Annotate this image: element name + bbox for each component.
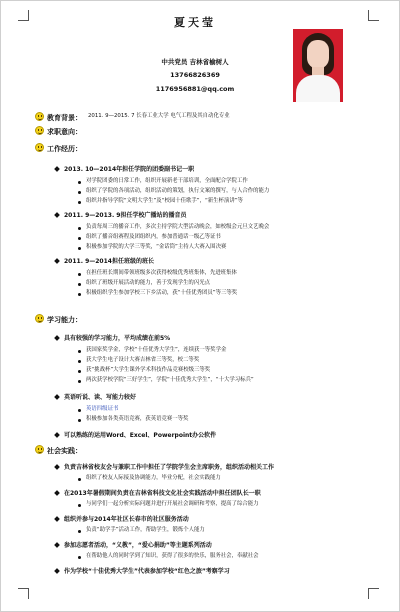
skills-item: 积极参加各类英语竞赛，获英语竞赛一等奖	[86, 416, 189, 422]
work-group-heading: 2013. 10—2014年担任学院的团委副书记一职	[64, 166, 195, 173]
skills-subheading: 可以熟练的运用Word、Excel、Powerpoint办公软件	[64, 432, 217, 439]
smiley-bullet-icon	[35, 126, 44, 135]
social-item: 组织了校友人际接及协调能力，毕业分配，社会实践能力	[86, 475, 221, 481]
dot-bullet-icon	[78, 419, 81, 422]
dot-bullet-icon	[78, 273, 81, 276]
subtitle: 中共党员 吉林省榆树人	[161, 58, 229, 66]
dot-bullet-icon	[78, 409, 81, 412]
skills-subheading: 具有较强的学习能力，平均成绩在前5%	[64, 335, 171, 342]
dot-bullet-icon	[78, 380, 81, 383]
profile-photo	[293, 29, 343, 102]
work-item: 负责每周三的播音工作，多次主持学院大型活动晚会，如校级会元旦文艺晚会	[86, 224, 270, 230]
skills-item: 获国家奖学金，学校“十佳优秀大学生”，连续获一等奖学金	[86, 347, 227, 353]
skills-item: 获“挑战杯”大学生课外学术科技作品竞赛校级三等奖	[86, 367, 211, 373]
social-section-title: 社会实践：	[47, 447, 82, 455]
education-value: 2011. 9—2015. 7 长春工业大学 电气工程及其自动化专业	[88, 113, 230, 119]
smiley-bullet-icon	[35, 314, 44, 323]
dot-bullet-icon	[78, 478, 81, 481]
work-group-heading: 2011. 9—2014担任班级的班长	[64, 258, 154, 265]
work-item: 组织了播音组赛程及团组织内，参加普通话一级乙等证书	[86, 234, 221, 240]
objective-label: 求职意向：	[47, 128, 82, 136]
crop-mark-top-right	[368, 10, 379, 21]
work-item: 积极参加学院的大学三等奖，“金话筒”主持人大赛入围决赛	[86, 244, 227, 250]
dot-bullet-icon	[78, 360, 81, 363]
work-item: 对学院团委的日常工作，组织开展新老干部培训，全面配合学院工作	[86, 178, 248, 184]
work-item: 积极组织学生参加学校三下乡活动，获“十佳优秀团员”等三等奖	[86, 290, 238, 296]
dot-bullet-icon	[78, 247, 81, 250]
crop-mark-top-left	[18, 10, 29, 21]
dot-bullet-icon	[78, 283, 81, 286]
work-item: 在担任班长期间带领班级多次获得校级优秀班集体，先进班集体	[86, 270, 237, 276]
social-heading: 负责吉林省校友会与兼职工作中担任了学院学生会主席职务，组织活动相关工作	[64, 464, 275, 471]
dot-bullet-icon	[78, 530, 81, 533]
skills-item: 英语四级证书	[86, 406, 119, 412]
dot-bullet-icon	[78, 293, 81, 296]
social-heading: 组织并参与2014年社区长春市的社区服务活动	[64, 516, 189, 523]
social-heading: 作为学校“十佳优秀大学生”代表参加学校“红色之旅”考察学习	[64, 568, 230, 575]
dot-bullet-icon	[78, 504, 81, 507]
education-label: 教育背景：	[47, 114, 82, 122]
dot-bullet-icon	[78, 181, 81, 184]
work-item: 组织并指导学院“文明大学生”及“校园十佳歌手”，“新生杯演讲”等	[86, 198, 243, 204]
work-group-heading: 2011. 9—2013. 9担任学校广播站的播音员	[64, 212, 187, 219]
dot-bullet-icon	[78, 237, 81, 240]
social-heading: 参加志愿者活动，“义教”，“爱心捐助”等主题系列活动	[64, 542, 212, 549]
dot-bullet-icon	[78, 370, 81, 373]
skills-item: 获大学生电子设计大赛吉林省三等奖，校二等奖	[86, 357, 200, 363]
dot-bullet-icon	[78, 350, 81, 353]
work-section-title: 工作经历：	[47, 145, 82, 153]
social-item: 在帮助他人的同时学到了知识，获得了很多的快乐，服务社会，奉献社会	[86, 553, 259, 559]
smiley-bullet-icon	[35, 112, 44, 121]
dot-bullet-icon	[78, 201, 81, 204]
social-item: 与同学们一起分析实际问题并进行开展社会调研和考察，提高了综合能力	[86, 501, 259, 507]
dot-bullet-icon	[78, 191, 81, 194]
skills-subheading: 英语听说、读、写能力较好	[64, 394, 137, 401]
crop-mark-bottom-left	[18, 588, 29, 599]
skills-item: 两次获学校学院“三好学生”，学院“十佳优秀大学生”，“十大学习标兵”	[86, 377, 254, 383]
work-item: 组织了学院的各项活动，组织活动的策划，执行文案的撰写，与人合作的能力	[86, 188, 270, 194]
resume-name: 夏天莹	[174, 16, 216, 29]
smiley-bullet-icon	[35, 445, 44, 454]
phone: 13766826369	[170, 71, 220, 79]
crop-mark-bottom-right	[368, 588, 379, 599]
dot-bullet-icon	[78, 227, 81, 230]
social-item: 负责“助学手”活动工作，帮助学生，锻炼个人能力	[86, 527, 205, 533]
email: 1176956881@qq.com	[155, 85, 235, 93]
smiley-bullet-icon	[35, 143, 44, 152]
social-heading: 在2013年暑假期间负责在吉林省科技文化社会实践活动中担任团队长一职	[64, 490, 261, 497]
dot-bullet-icon	[78, 556, 81, 559]
skills-section-title: 学习能力：	[47, 316, 82, 324]
work-item: 组织了班级开展活动的能力，善于发现学生的闪光点	[86, 280, 210, 286]
